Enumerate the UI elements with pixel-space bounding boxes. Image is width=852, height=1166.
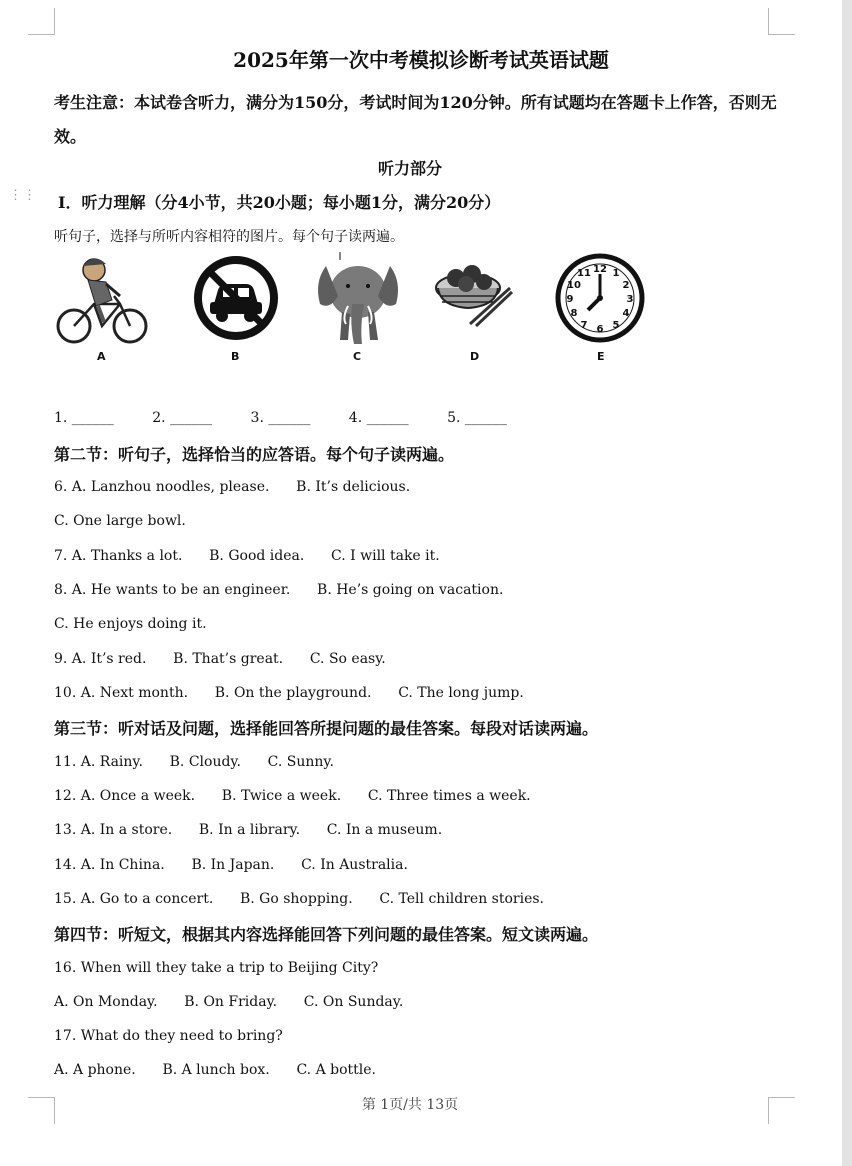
- question-14: [54, 857, 408, 873]
- option-text: 8. A. He wants to be an engineer.: [54, 582, 291, 598]
- option-text: C. So easy.: [309, 651, 386, 667]
- option-text: B. A lunch box.: [162, 1062, 270, 1078]
- question-11: [54, 754, 334, 770]
- option-text: A. A phone.: [54, 1062, 136, 1078]
- answer-blank-4: 4. ______: [348, 410, 409, 426]
- question-16: 16. When will they take a trip to Beijing City?: [54, 960, 379, 976]
- section4-heading: 第四节：听短文，根据其内容选择能回答下列问题的最佳答案。短文读两遍。: [54, 925, 599, 944]
- svg-text:1: 1: [612, 268, 620, 279]
- section-title: 听力部分: [377, 159, 442, 178]
- picture-label-e: E: [597, 350, 605, 363]
- answer-blank-2: 2. ______: [152, 410, 213, 426]
- question-8: [54, 582, 503, 598]
- question-17-options: [54, 1062, 376, 1078]
- option-text: B. It’s delicious.: [296, 479, 411, 495]
- elephant-icon: [312, 252, 402, 348]
- option-text: 6. A. Lanzhou noodles, please.: [54, 479, 270, 495]
- question-7: [54, 548, 440, 564]
- picture-label-a: A: [97, 350, 106, 363]
- svg-text:6: 6: [596, 324, 604, 335]
- question-12: [54, 788, 531, 804]
- option-text: C. Tell children stories.: [379, 891, 545, 907]
- option-text: B. On Friday.: [184, 994, 278, 1010]
- question-6-option-c: C. One large bowl.: [54, 513, 186, 529]
- svg-text:3: 3: [626, 294, 634, 305]
- option-text: B. In Japan.: [191, 857, 275, 873]
- picture-row: [50, 252, 670, 372]
- option-text: 14. A. In China.: [54, 857, 165, 873]
- section3-heading: 第三节：听对话及问题，选择能回答所提问题的最佳答案。每段对话读两遍。: [54, 719, 599, 738]
- option-text: B. Twice a week.: [221, 788, 342, 804]
- option-text: B. That’s great.: [173, 651, 284, 667]
- option-text: 9. A. It’s red.: [54, 651, 147, 667]
- question-13: [54, 822, 442, 838]
- drag-handle-icon[interactable]: ⋮⋮: [9, 188, 37, 203]
- option-text: B. Cloudy.: [169, 754, 241, 770]
- option-text: C. In Australia.: [301, 857, 408, 873]
- svg-text:11: 11: [577, 268, 591, 279]
- page-footer: 第 1页/共 13页: [361, 1097, 459, 1113]
- cyclist-icon: [54, 252, 150, 348]
- option-text: C. On Sunday.: [303, 994, 404, 1010]
- question-15: [54, 891, 544, 907]
- option-text: B. He’s going on vacation.: [317, 582, 504, 598]
- option-text: B. In a library.: [198, 822, 301, 838]
- question-9: [54, 651, 386, 667]
- svg-text:4: 4: [622, 308, 630, 319]
- question-10: [54, 685, 524, 701]
- option-text: B. On the playground.: [214, 685, 372, 701]
- answer-blanks: [54, 410, 541, 426]
- option-text: 7. A. Thanks a lot.: [54, 548, 183, 564]
- svg-text:10: 10: [567, 280, 581, 291]
- page-shadow: [842, 0, 852, 1166]
- option-text: 13. A. In a store.: [54, 822, 173, 838]
- clock-icon: [554, 252, 646, 344]
- svg-text:2: 2: [622, 280, 630, 291]
- crop-mark-top-right: [768, 8, 795, 35]
- question-17: 17. What do they need to bring?: [54, 1028, 283, 1044]
- part1-instruction: 听句子，选择与所听内容相符的图片。每个句子读两遍。: [54, 229, 404, 245]
- page-title: 2025年第一次中考模拟诊断考试英语试题: [233, 48, 609, 72]
- svg-text:12: 12: [593, 264, 607, 275]
- no-car-sign-icon: [190, 252, 282, 344]
- option-text: C. The long jump.: [398, 685, 524, 701]
- option-text: B. Good idea.: [209, 548, 305, 564]
- exam-notice: 考生注意：本试卷含听力，满分为150分，考试时间为120分钟。所有试题均在答题卡上作答，否则无效。: [54, 93, 777, 146]
- option-text: C. Three times a week.: [367, 788, 531, 804]
- picture-label-b: B: [231, 350, 240, 363]
- svg-text:5: 5: [612, 320, 620, 331]
- svg-text:8: 8: [570, 308, 578, 319]
- answer-blank-1: 1. ______: [54, 410, 114, 426]
- svg-text:9: 9: [566, 294, 574, 305]
- picture-label-d: D: [470, 350, 480, 363]
- option-text: 15. A. Go to a concert.: [54, 891, 214, 907]
- question-6: [54, 479, 410, 495]
- dumplings-chopsticks-icon: [432, 252, 516, 342]
- question-16-options: [54, 994, 403, 1010]
- part1-heading: Ⅰ．听力理解（分4小节，共20小题；每小题1分，满分20分）: [58, 193, 501, 212]
- option-text: C. In a museum.: [326, 822, 443, 838]
- crop-mark-top-left: [28, 8, 55, 35]
- option-text: 12. A. Once a week.: [54, 788, 196, 804]
- picture-label-c: C: [353, 350, 362, 363]
- option-text: C. Sunny.: [267, 754, 334, 770]
- question-8-option-c: C. He enjoys doing it.: [54, 616, 207, 632]
- option-text: 11. A. Rainy.: [54, 754, 143, 770]
- option-text: C. I will take it.: [331, 548, 440, 564]
- svg-text:7: 7: [580, 320, 588, 331]
- option-text: A. On Monday.: [54, 994, 158, 1010]
- option-text: B. Go shopping.: [239, 891, 353, 907]
- section2-heading: 第二节：听句子，选择恰当的应答语。每个句子读两遍。: [54, 445, 455, 464]
- option-text: 10. A. Next month.: [54, 685, 189, 701]
- answer-blank-5: 5. ______: [447, 410, 507, 426]
- option-text: C. A bottle.: [296, 1062, 376, 1078]
- answer-blank-3: 3. ______: [250, 410, 311, 426]
